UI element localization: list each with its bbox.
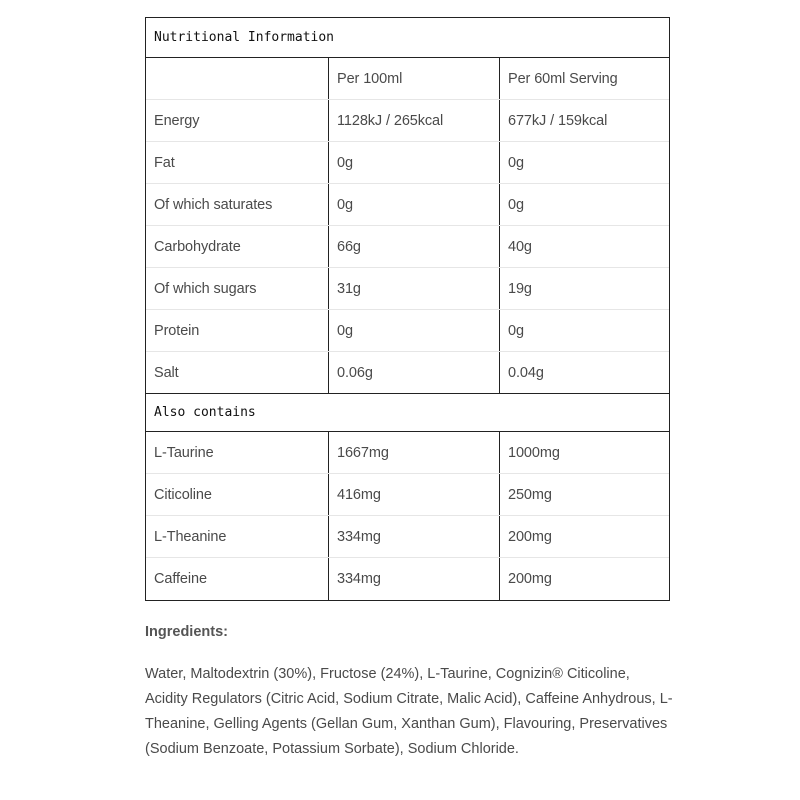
table-header-row: [146, 58, 669, 100]
value-per-100ml: 334mg: [329, 516, 500, 557]
value-per-serving: 40g: [508, 238, 532, 255]
header-cell-per-100ml: Per 100ml: [329, 58, 500, 99]
value-per-100ml: 0g: [329, 184, 500, 225]
table-title: Nutritional Information: [146, 18, 669, 58]
nutrient-name: Energy: [146, 100, 329, 141]
value-per-100ml: 334mg: [329, 558, 500, 600]
value-per-serving: 0.04g: [508, 365, 544, 381]
header-cell-per-serving: Per 60ml Serving: [508, 70, 618, 87]
value-per-100ml: 1667mg: [329, 432, 500, 473]
value-per-serving: 250mg: [508, 486, 552, 503]
value-per-serving: 19g: [508, 280, 532, 297]
value-per-100ml: 0.06g: [329, 352, 500, 394]
value-per-100ml: 66g: [329, 226, 500, 267]
value-per-serving: 0g: [508, 154, 524, 171]
ingredients-heading: Ingredients:: [145, 624, 228, 640]
ingredient-name: L-Theanine: [146, 516, 329, 557]
table-row: [146, 100, 669, 142]
table-row: [146, 352, 669, 394]
value-per-serving: 0g: [508, 196, 524, 213]
nutrient-name: Carbohydrate: [146, 226, 329, 267]
table-row: [146, 516, 669, 558]
table-row: [146, 142, 669, 184]
nutrient-name: Salt: [146, 352, 329, 394]
table-row: [146, 558, 669, 600]
value-per-100ml: 416mg: [329, 474, 500, 515]
value-per-serving: 677kJ / 159kcal: [508, 112, 608, 129]
value-per-serving: 0g: [508, 322, 524, 339]
value-per-100ml: 0g: [329, 310, 500, 351]
nutrient-name: Of which sugars: [146, 268, 329, 309]
table-row: [146, 474, 669, 516]
table-row: [146, 184, 669, 226]
ingredient-name: L-Taurine: [146, 432, 329, 473]
table-row: [146, 226, 669, 268]
value-per-100ml: 0g: [329, 142, 500, 183]
nutrient-name: Of which saturates: [146, 184, 329, 225]
table-row: [146, 310, 669, 352]
value-per-100ml: 31g: [329, 268, 500, 309]
value-per-serving: 200mg: [508, 571, 552, 587]
ingredient-name: Caffeine: [146, 558, 329, 600]
nutrition-table: [145, 17, 670, 601]
value-per-serving: 1000mg: [508, 444, 560, 461]
nutrient-name: Fat: [146, 142, 329, 183]
header-cell-label: [146, 58, 329, 99]
nutrient-name: Protein: [146, 310, 329, 351]
also-contains-title: Also contains: [146, 393, 669, 432]
ingredient-name: Citicoline: [146, 474, 329, 515]
table-row: [146, 432, 669, 474]
value-per-100ml: 1128kJ / 265kcal: [329, 100, 500, 141]
table-row: [146, 268, 669, 310]
value-per-serving: 200mg: [508, 528, 552, 545]
ingredients-text: Water, Maltodextrin (30%), Fructose (24%), L-Taurine, Cognizin® Citicoline, Acidity Regulators (Citric Acid, Sodium Citrate, Malic Acid), Caffeine Anhydrous, L-Theanine, Gelling Agents (Gellan Gum, Xanthan Gum), Flavouring, Preservatives (Sodium Benzoate, Potassium Sorbate), Sodium Chloride.: [145, 666, 673, 757]
